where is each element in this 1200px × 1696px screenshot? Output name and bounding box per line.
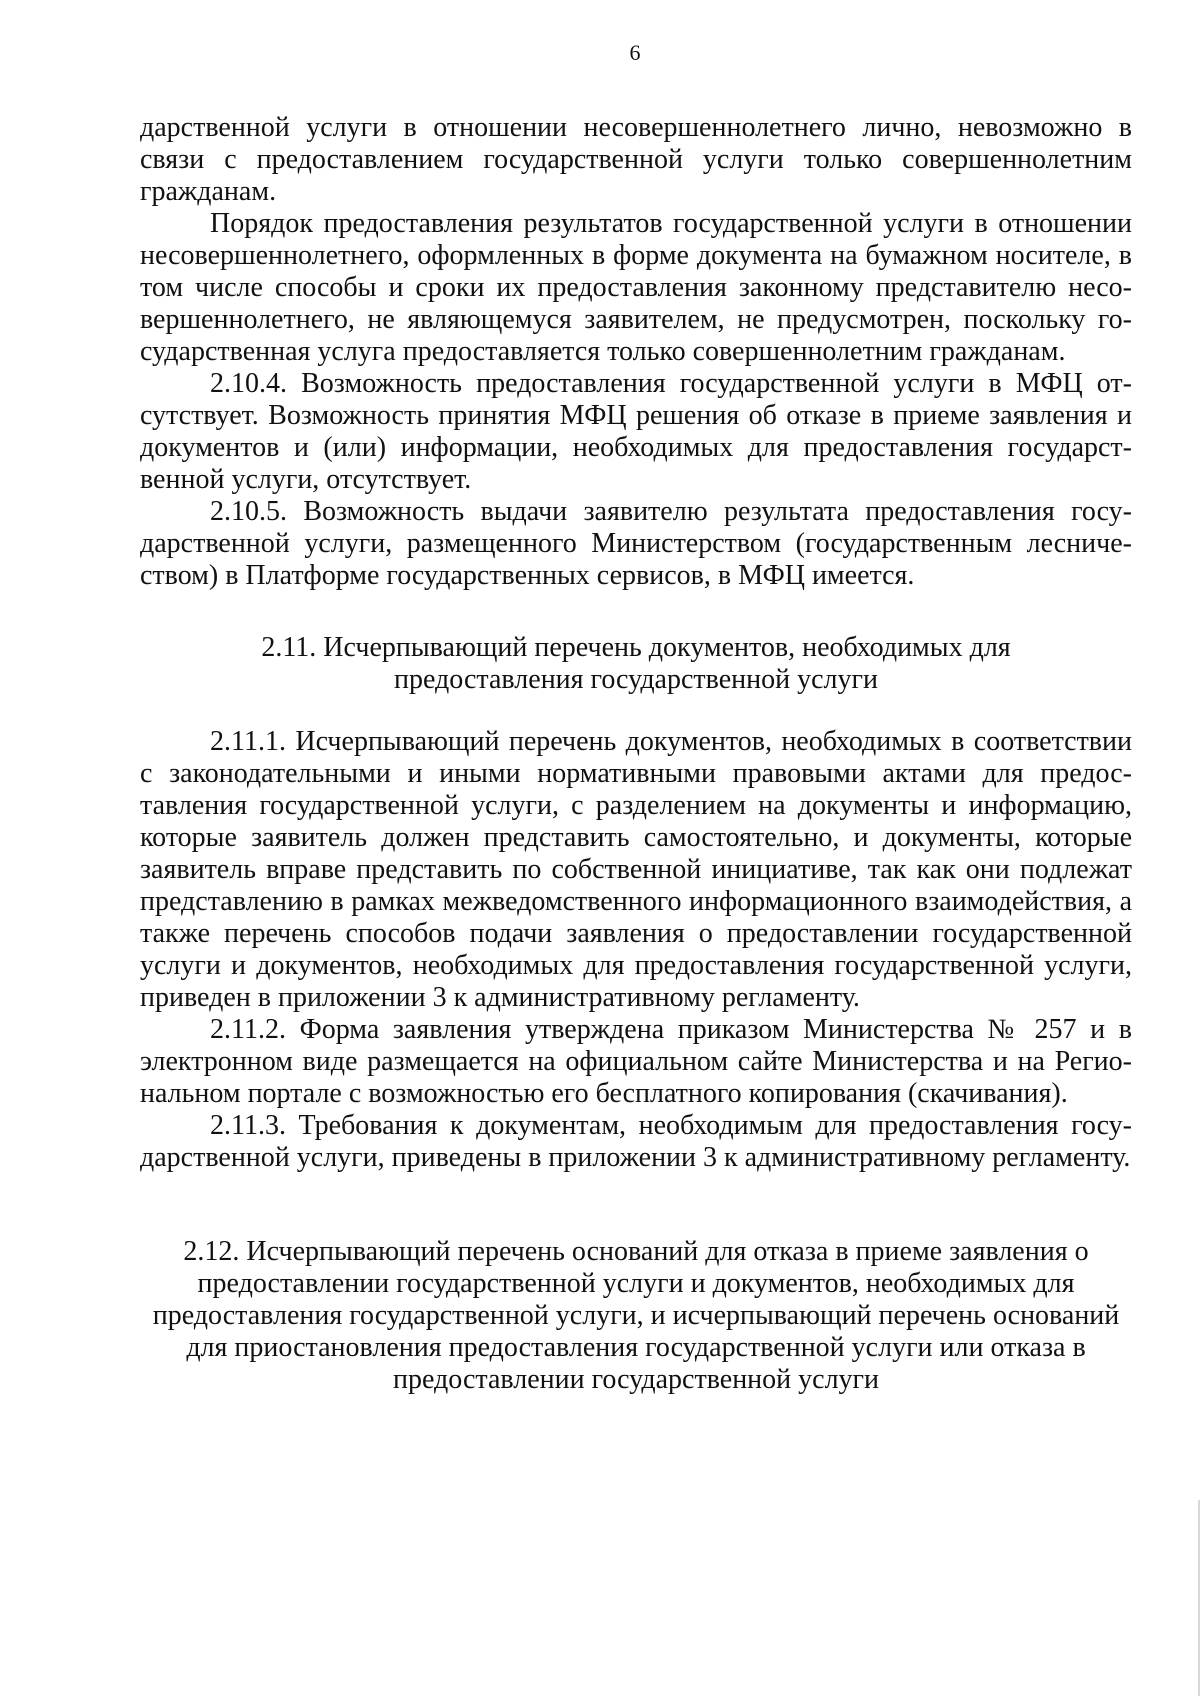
paragraph-continuation: дарственной услуги в отношении несовершеннолетнего лично, невозможно в связи с предоставлением государственной услуги только совершеннолетним гражданам. [140,112,1132,207]
paragraph-2-11-3: 2.11.3. Требования к документам, необходимым для предоставления государственной услуги, приведены в приложении 3 к административному регламенту. [140,1110,1132,1173]
paragraph-results-order: Порядок предоставления результатов государственной услуги в отношении несовершеннолетнего, оформленных в форме документа на бумажном носителе, в том числе способы и сроки их предоставления законному представителю несовершеннолетнего, не являющемуся заявителем, не предусмотрен, поскольку государственная услуга предоставляется только совершеннолетним гражданам. [140,208,1132,367]
paragraph-2-11-2: 2.11.2. Форма заявления утверждена приказом Министерства № 257 и в электронном виде размещается на официальном сайте Министерства и на Региональном портале с возможностью его бесплатного копирования (скачивания). [140,1014,1132,1109]
paragraph-2-11-1: 2.11.1. Исчерпывающий перечень документов, необходимых в соответствии с законодательными и иными нормативными правовыми актами для предоставления государственной услуги, с разделением на документы и информацию, которые заявитель должен представить самостоятельно, и документы, которые заявитель вправе представить по собственной инициативе, так как они подлежат представлению в рамках межведомственного информационного взаимодействия, а также перечень способов подачи заявления о предоставлении государственной услуги и документов, необходимых для предоставления государственной услуги, приведен в приложении 3 к административному регламенту. [140,726,1132,1013]
section-heading-2-11: 2.11. Исчерпывающий перечень документов, необходимых для предоставления государственной услуги [261,632,1011,695]
paragraph-2-10-4: 2.10.4. Возможность предоставления государственной услуги в МФЦ отсутствует. Возможность принятия МФЦ решения об отказе в приеме заявления и документов и (или) информации, необходимых для предоставления государственной услуги, отсутствует. [140,368,1132,495]
document-body [140,112,1132,1396]
page-number: 6 [629,40,641,65]
section-heading-2-12: 2.12. Исчерпывающий перечень оснований для отказа в приеме заявления о предоставлении государственной услуги и документов, необходимых для предоставления государственной услуги, и исчерпывающий перечень оснований для приостановления предоставления государственной услуги или отказа в предоставлении государственной услуги [152,1236,1120,1395]
paragraph-2-10-5: 2.10.5. Возможность выдачи заявителю результата предоставления государственной услуги, размещенного Министерством (государственным лесничеством) в Платформе государственных сервисов, в МФЦ имеется. [140,496,1132,591]
